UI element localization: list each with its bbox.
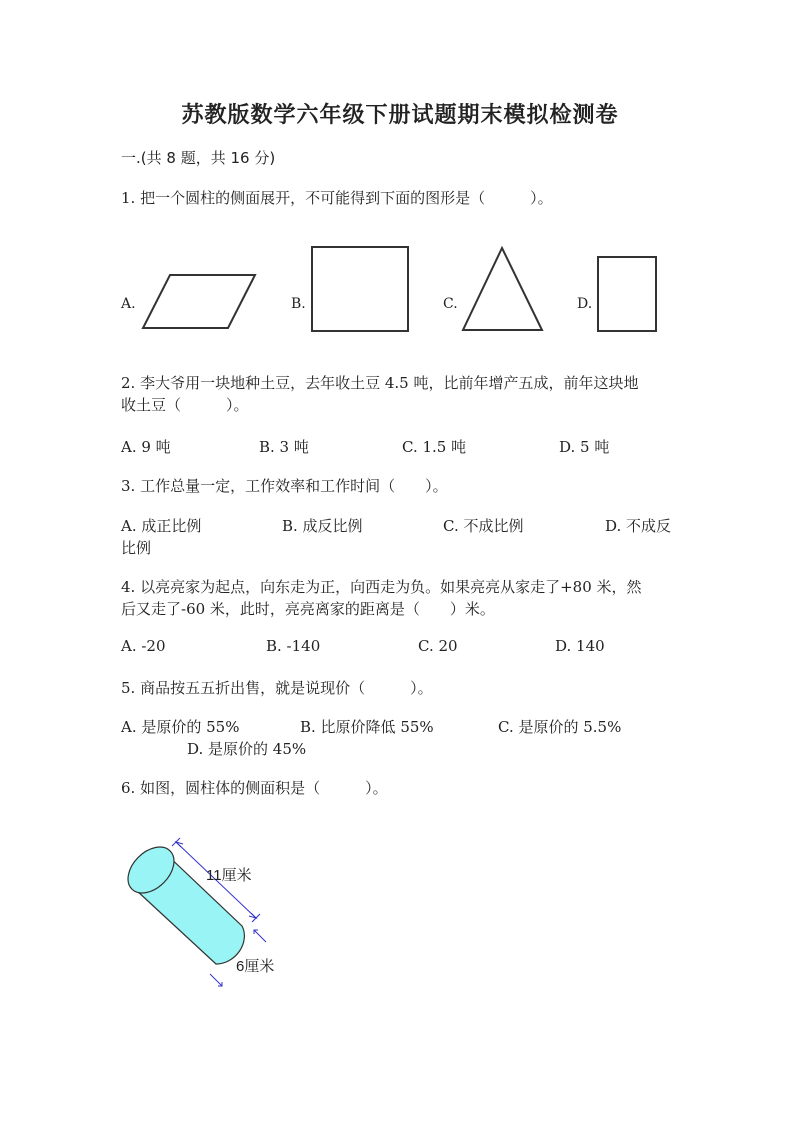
question-2-text-line2: 收土豆（ ）。 [121, 396, 249, 414]
q1-option-a-label: A. [121, 296, 136, 312]
triangle-shape [460, 245, 546, 333]
cylinder-length-label: 11厘米 [206, 867, 252, 884]
q5-option-d: D. 是原价的 45% [187, 740, 307, 758]
square-shape [310, 245, 410, 333]
question-4-text-line1: 4. 以亮亮家为起点，向东走为正，向西走为负。如果亮亮从家走了+80 米，然 [121, 578, 642, 596]
q1-option-b-label: B. [291, 296, 306, 312]
q1-option-c-label: C. [443, 296, 458, 312]
section-header: 一.(共 8 题，共 16 分) [121, 149, 276, 167]
q2-option-c: C. 1.5 吨 [402, 438, 467, 456]
cylinder-diameter-label: 6厘米 [236, 958, 275, 975]
question-4-text-line2: 后又走了-60 米，此时，亮亮离家的距离是（ ）米。 [121, 600, 495, 618]
q4-option-a: A. -20 [121, 637, 166, 655]
q3-option-d-wrap: 比例 [121, 539, 152, 557]
q5-option-a: A. 是原价的 55% [121, 718, 240, 736]
page-title: 苏教版数学六年级下册试题期末模拟检测卷 [181, 103, 619, 128]
q3-option-d: D. 不成反 [605, 517, 672, 535]
parallelogram-shape [140, 270, 260, 332]
q2-option-d: D. 5 吨 [559, 438, 610, 456]
question-1-text: 1. 把一个圆柱的侧面展开，不可能得到下面的图形是（ ）。 [121, 189, 553, 207]
question-2-text-line1: 2. 李大爷用一块地种土豆，去年收土豆 4.5 吨，比前年增产五成，前年这块地 [121, 374, 639, 392]
q4-option-d: D. 140 [555, 637, 605, 655]
q2-option-a: A. 9 吨 [121, 438, 171, 456]
question-6-text: 6. 如图，圆柱体的侧面积是（ ）。 [121, 779, 388, 797]
q3-option-b: B. 成反比例 [282, 517, 363, 535]
q2-option-b: B. 3 吨 [259, 438, 309, 456]
q1-option-d-label: D. [577, 296, 593, 312]
q3-option-a: A. 成正比例 [121, 517, 202, 535]
q4-option-b: B. -140 [266, 637, 321, 655]
q4-option-c: C. 20 [418, 637, 458, 655]
q5-option-b: B. 比原价降低 55% [300, 718, 434, 736]
q3-option-c: C. 不成比例 [443, 517, 524, 535]
rectangle-shape [596, 255, 658, 333]
question-3-text: 3. 工作总量一定，工作效率和工作时间（ ）。 [121, 477, 448, 495]
question-5-text: 5. 商品按五五折出售，就是说现价（ ）。 [121, 679, 433, 697]
q5-option-c: C. 是原价的 5.5% [498, 718, 622, 736]
